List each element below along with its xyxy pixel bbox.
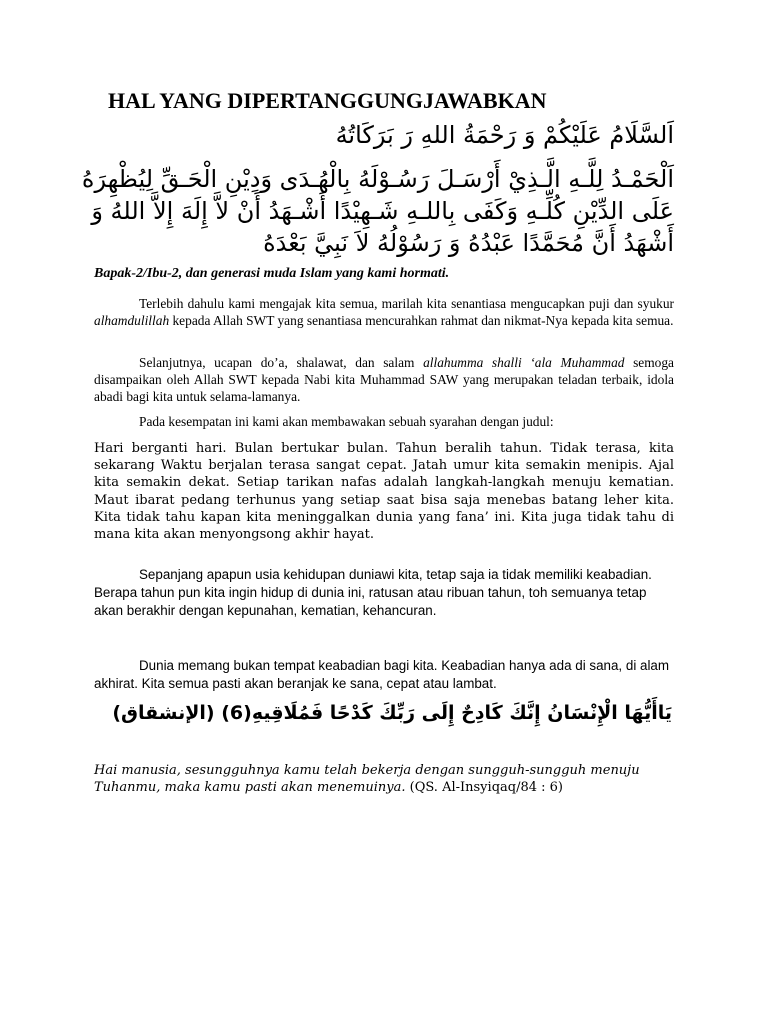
paragraph-time-passing: Hari berganti hari. Bulan bertukar bulan. Tahun beralih tahun. Tidak terasa, kita sekarang Waktu berjalan terasa sangat cepat. Jatah umur kita semakin menipis. Ajal kita semakin dekat. Setiap tarikan nafas adalah langkah-langkah menuju kematian. Maut ibarat pedang terhunus yang setiap saat bisa saja menebas batang leher kita. Kita tidak tahu kapan kita meninggalkan dunia yang fana’ ini. Kita juga tidak tahu di mana kita akan menyongsong akhir hayat. xyxy=(94,441,674,543)
verse-reference: (QS. Al-Insyiqaq/84 : 6) xyxy=(405,780,563,795)
arabic-salam: اَلسَّلَامُ عَلَيْكُمْ وَ رَحْمَةُ اللهِ رَ بَرَكَاتُهُ xyxy=(335,121,674,149)
paragraph-text: Dunia memang bukan tempat keabadian bagi kita. Keabadian hanya ada di sana, di alam akhirat. Kita semua pasti akan beranjak ke sana, cepat atau lambat. xyxy=(94,658,670,691)
paragraph-text: semoga disampaikan oleh Allah SWT kepada Nabi kita Muhammad SAW yang merupakan teladan terbaik, idola abadi bagi kita untuk selama-lamanya. xyxy=(94,355,674,404)
italic-term: alhamdulillah xyxy=(94,313,170,328)
paragraph-text: Sepanjang apapun usia kehidupan duniawi kita, tetap saja ia tidak memiliki keabadian. Berapa tahun pun kita ingin hidup di dunia ini, ratusan atau ribuan tahun, toh semuanya tetap akan berakhir dengan kepunahan, kematian, kehancuran. xyxy=(94,567,652,618)
italic-term: allahumma shalli ‘ala Muhammad xyxy=(423,355,625,370)
document-title: HAL YANG DIPERTANGGUNGJAWABKAN xyxy=(108,88,547,113)
paragraph-topic-intro xyxy=(94,413,674,430)
verse-translation xyxy=(94,762,674,796)
paragraph-gratitude xyxy=(94,295,674,329)
greeting-line: Bapak-2/Ibu-2, dan generasi muda Islam yang kami hormati. xyxy=(94,266,450,281)
paragraph-worldly-life xyxy=(94,566,674,620)
arabic-opening-praise: اَلْحَمْـدُ لِلَّـهِ الَّـذِيْ أَرْسَـلَ رَسُـوْلَهُ بِالْهُـدَى وَدِيْنِ الْحَـقِّ لِيُظْهِرَهُ عَلَى الدِّيْنِ كُلِّـهِ وَكَفَى بِاللـهِ شَـهِيْدًا أَشْـهَدُ أَنْ لاَّ إِلَهَ إِلاَّ اللهُ وَ أَشْهَدُ أَنَّ مُحَمَّدًا عَبْدُهُ وَ رَسُوْلُهُ لاَ نَبِيَّ بَعْدَهُ xyxy=(81,165,674,257)
paragraph-afterlife xyxy=(94,657,674,693)
paragraph-text: Terlebih dahulu kami mengajak kita semua, marilah kita senantiasa mengucapkan puji dan syukur xyxy=(139,296,674,311)
quran-verse: يَاأَيُّهَا الْإِنْسَانُ إِنَّكَ كَادِحٌ إِلَى رَبِّكَ كَدْحًا فَمُلَاقِيهِ(6) (الإنشقاق) xyxy=(112,702,672,724)
translation-text: Hai manusia, sesungguhnya kamu telah bekerja dengan sungguh-sungguh menuju Tuhanmu, maka kamu pasti akan menemuinya. xyxy=(94,763,640,795)
paragraph-text: Selanjutnya, ucapan do’a, shalawat, dan salam xyxy=(139,355,424,370)
paragraph-text: Pada kesempatan ini kami akan membawakan sebuah syarahan dengan judul: xyxy=(139,414,554,429)
paragraph-shalawat xyxy=(94,354,674,405)
paragraph-text: kepada Allah SWT yang senantiasa mencurahkan rahmat dan nikmat-Nya kepada kita semua. xyxy=(169,313,674,328)
